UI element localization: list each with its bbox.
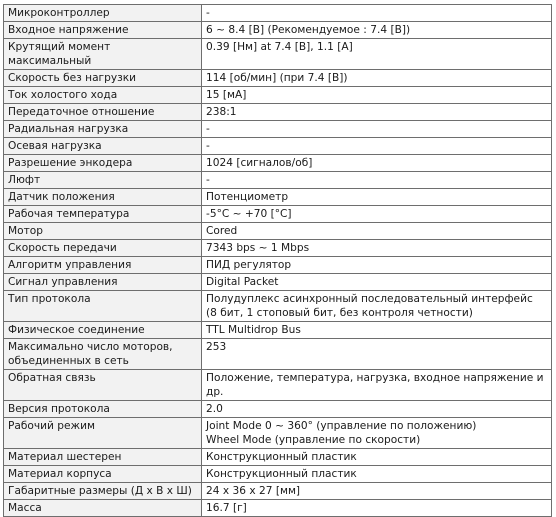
spec-label: Материал шестерен [4,449,202,466]
spec-label: Сигнал управления [4,274,202,291]
spec-label: Радиальная нагрузка [4,121,202,138]
spec-label: Микроконтроллер [4,5,202,22]
spec-label: Обратная связь [4,370,202,401]
table-row [4,257,552,274]
table-row [4,22,552,39]
table-row [4,206,552,223]
spec-label: Рабочий режим [4,418,202,449]
spec-value: Digital Packet [202,274,552,291]
table-row [4,104,552,121]
table-row [4,274,552,291]
specifications-table [3,4,552,517]
spec-label: Разрешение энкодера [4,155,202,172]
table-row [4,449,552,466]
spec-value: 253 [202,339,552,370]
spec-value: 0.39 [Нм] at 7.4 [В], 1.1 [А] [202,39,552,70]
table-row [4,339,552,370]
spec-label: Датчик положения [4,189,202,206]
spec-label: Крутящий момент максимальный [4,39,202,70]
spec-value: 16.7 [г] [202,500,552,517]
table-row [4,500,552,517]
table-row [4,466,552,483]
spec-label: Рабочая температура [4,206,202,223]
spec-label: Скорость без нагрузки [4,70,202,87]
table-row [4,240,552,257]
table-row [4,322,552,339]
spec-value: Полудуплекс асинхронный последовательный интерфейс (8 бит, 1 стоповый бит, без контроля четности) [202,291,552,322]
table-row [4,5,552,22]
table-row [4,172,552,189]
spec-label: Ток холостого хода [4,87,202,104]
spec-label: Тип протокола [4,291,202,322]
spec-label: Входное напряжение [4,22,202,39]
spec-label: Алгоритм управления [4,257,202,274]
spec-value: 6 ~ 8.4 [В] (Рекомендуемое : 7.4 [В]) [202,22,552,39]
spec-label: Скорость передачи [4,240,202,257]
spec-label: Материал корпуса [4,466,202,483]
spec-value: 24 х 36 х 27 [мм] [202,483,552,500]
spec-value: Cored [202,223,552,240]
spec-value: TTL Multidrop Bus [202,322,552,339]
table-row [4,418,552,449]
spec-value: 2.0 [202,401,552,418]
table-row [4,401,552,418]
spec-value: 238:1 [202,104,552,121]
spec-label: Мотор [4,223,202,240]
spec-label: Передаточное отношение [4,104,202,121]
spec-value: Конструкционный пластик [202,466,552,483]
table-row [4,121,552,138]
spec-value: - [202,5,552,22]
table-row [4,39,552,70]
spec-value: Конструкционный пластик [202,449,552,466]
spec-value: 114 [об/мин] (при 7.4 [В]) [202,70,552,87]
table-row [4,223,552,240]
table-row [4,483,552,500]
spec-value: -5°C ~ +70 [°C] [202,206,552,223]
spec-label: Люфт [4,172,202,189]
spec-label: Физическое соединение [4,322,202,339]
table-row [4,87,552,104]
spec-value: 15 [мА] [202,87,552,104]
spec-value: - [202,138,552,155]
spec-value: - [202,172,552,189]
spec-label: Осевая нагрузка [4,138,202,155]
spec-label: Версия протокола [4,401,202,418]
table-row [4,189,552,206]
spec-value: - [202,121,552,138]
spec-value: Положение, температура, нагрузка, входное напряжение и др. [202,370,552,401]
spec-value: 1024 [сигналов/об] [202,155,552,172]
spec-value: Joint Mode 0 ~ 360° (управление по положению) Wheel Mode (управление по скорости) [202,418,552,449]
table-row [4,155,552,172]
spec-value: 7343 bps ~ 1 Mbps [202,240,552,257]
table-row [4,70,552,87]
spec-label: Масса [4,500,202,517]
spec-label: Максимально число моторов, объединенных в сеть [4,339,202,370]
table-row [4,291,552,322]
spec-label: Габаритные размеры (Д х В х Ш) [4,483,202,500]
table-row [4,138,552,155]
spec-value: Потенциометр [202,189,552,206]
table-row [4,370,552,401]
spec-value: ПИД регулятор [202,257,552,274]
